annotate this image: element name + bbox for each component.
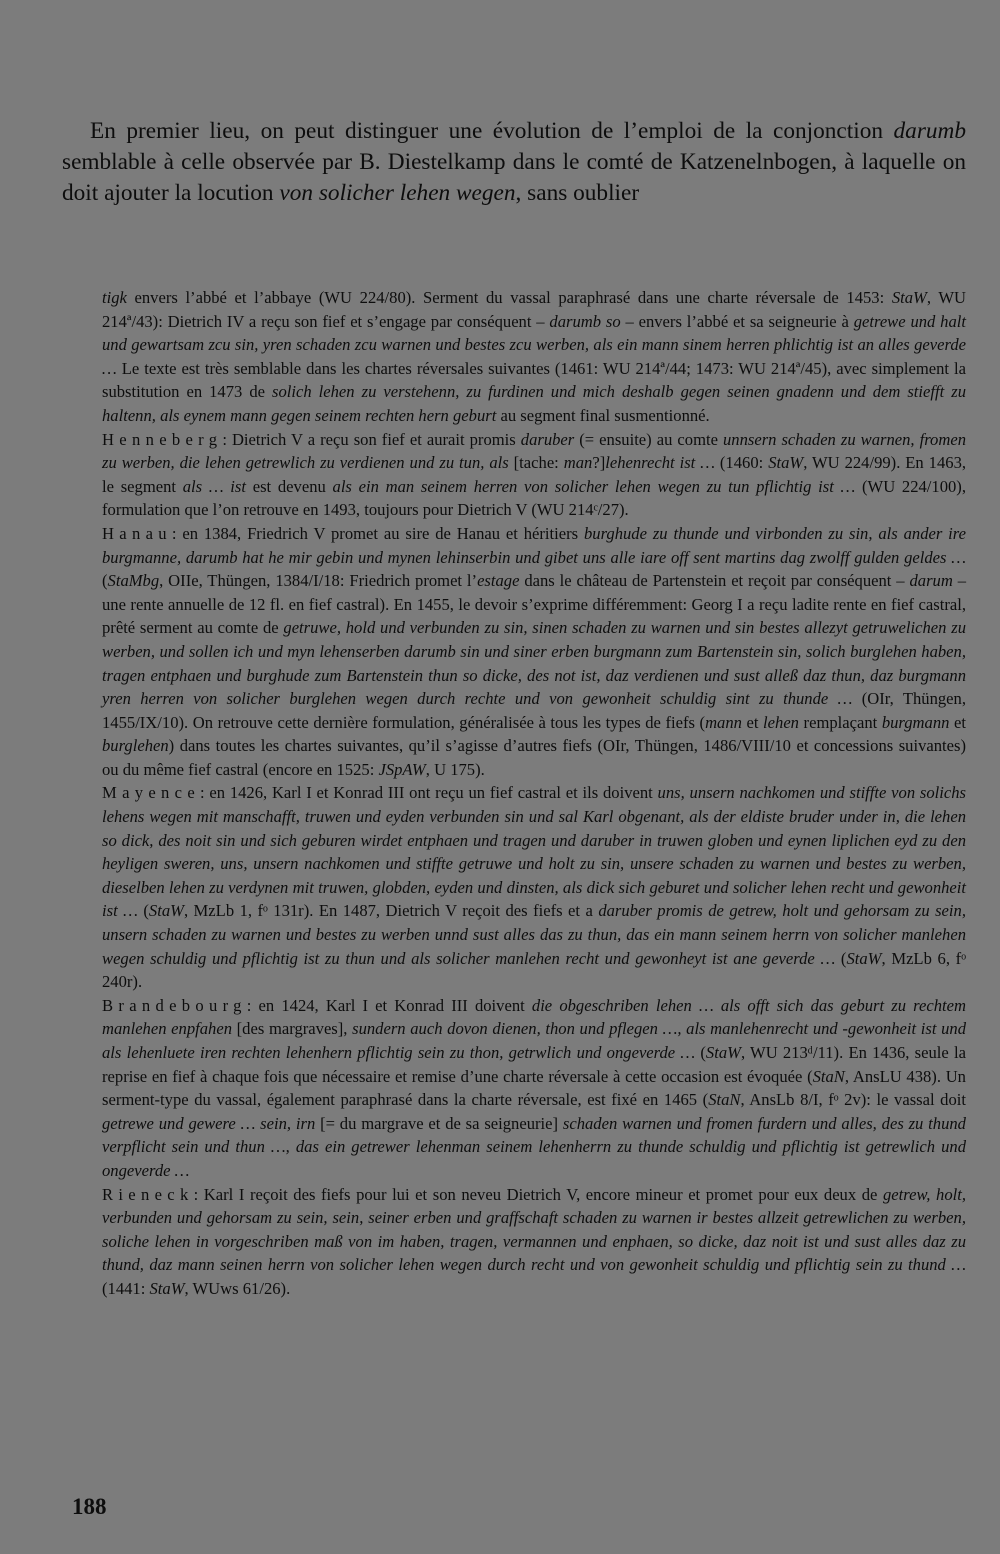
text-run: ( (835, 948, 847, 968)
quoted-text: lehenrecht ist … (605, 453, 715, 473)
text-run: (1460: (714, 453, 769, 473)
quoted-text: JSpAW (378, 759, 426, 779)
text-run: Le texte est très semblable dans les chartes réversales suivantes (1461: WU 214ª/44; 1473: WU 214ª/45), avec simplement la substitution en 1473 de (102, 358, 966, 402)
text-run: est devenu (245, 476, 333, 496)
text-run: : en 1384, Friedrich V promet au sire de Hanau et héritiers (171, 523, 584, 543)
quoted-text: StaN (708, 1090, 741, 1110)
quoted-text: burgmann (881, 712, 950, 732)
quoted-text: StaN (812, 1066, 845, 1086)
text-run: , AnsLb 8/I, fᵒ 2v): le vassal doit (740, 1090, 966, 1110)
text-run: et (741, 712, 764, 732)
quoted-text: tigk (102, 288, 127, 307)
place-name: Hanau (102, 523, 172, 543)
quoted-text: solich lehen zu verstehenn, zu furdinen und mich deshalb gegen seinen gnadenn und dem stiefft zu haltenn, als eynem mann gegen seinem rechten hern geburt (102, 382, 966, 425)
footnote-paragraph-rieneck (102, 1183, 966, 1301)
quoted-text: StaW (891, 288, 927, 307)
quoted-text: burghude zu thunde und virbonden zu sin, als ander ire burgmanne, darumb hat he mir gebin und mynen lehinserbin und gibet uns alle iare off sent martins dag zwolff gulden geldes … (102, 523, 966, 567)
quoted-text: getrewe und halt und gewartsam zcu sin, yren schaden zcu warnen und bestes zcu werben, als ein mann sinem herren phlichtig ist an alles geverde … (102, 311, 966, 378)
quoted-text: StaW (149, 1278, 185, 1298)
text-run: : en 1424, Karl I et Konrad III doivent (246, 995, 532, 1015)
text-run: En premier lieu, on peut distinguer une évolution de l’emploi de la conjonction (90, 118, 894, 144)
quoted-text: unnsern schaden zu warnen, fromen zu werben, die lehen getrewlich zu verdienen und zu tun, als (102, 429, 967, 473)
quoted-text: daruber promis de getrew, holt und gehorsam zu sein, unsern schaden zu warnen und bestes zu werben unnd sust alles das zu thun, das ein mann seinem herrn von solicher manlehen wegen schuldig und pflichtig ist zu thun und als solicher manlehen recht und gewonheyt ist ane geverde … (102, 901, 966, 968)
main-paragraph-text (62, 116, 966, 209)
text-run: ( (695, 1043, 706, 1062)
text-run: au segment final susmentionné. (496, 405, 710, 425)
place-name: Rieneck (102, 1184, 194, 1204)
quoted-text: darum (909, 571, 953, 591)
text-run: envers l’abbé et l’abbaye (WU 224/80). Serment du vassal paraphrasé dans une charte réversale de 1453: (126, 288, 892, 307)
text-run: , OIIe, Thüngen, 1384/I/18: Friedrich promet l’ (159, 571, 478, 591)
text-run: – une rente annuelle de 12 fl. en fief castral). En 1455, le devoir s’exprime différemment: Georg I a reçu ladite rente en fief castral, prêté serment au comte de (102, 571, 966, 638)
footnote-paragraph-brandebourg (102, 994, 966, 1183)
quoted-text: getrew, holt, verbunden und gehorsam zu sein, sein, seiner erben und graffschaft schaden zu warnen ir bestes allzeit getrewlichen zu werben, soliche lehen in vorgeschriben maß von im haben, tragen, vermannen und enphaen, so dicke, daz noit ist und sust alles daz zu thund, daz mann seinen herrn von solicher lehen wegen durch recht und von gewonheit schuldig und pflichtig sein zu thund … (102, 1184, 966, 1275)
text-run: , WU 213ᵈ/11). En 1436, seule la reprise en fief à chaque fois que nécessaire et remise d’une charte réversale à cette occasion est évoquée ( (102, 1043, 966, 1086)
text-run: (WU 224/100), formulation que l’on retrouve en 1493, toujours pour Dietrich V (WU 214ᶜ/27). (102, 476, 966, 520)
text-run: ?] (592, 453, 606, 473)
text-run: dans le château de Partenstein et reçoit par conséquent – (519, 571, 910, 591)
text-run: (1441: (102, 1278, 150, 1298)
text-run: , U 175). (425, 759, 485, 779)
quoted-text: getruwe, hold und verbunden zu sin, sinen schaden zu warnen und sin bestes allezyt getruwelichen zu werben, und sollen ich und myn lehenserben darumb sin und siner erben burgmann zum Bartenstein sin, solich burglehen haben, tragen entphaen und burghude zum Bartenstein thun so dicke, des not ist, daz verdienen und sust alleß daz thun, daz burgmann yren herren von solicher burglehen wegen durch rechte und von gewonheit schuldig sint zu thunde … (102, 618, 966, 709)
text-run: [= du margrave et de sa seigneurie] (315, 1113, 563, 1133)
text-run: [des margraves], (232, 1019, 353, 1039)
quoted-text: StaW (846, 948, 882, 968)
quoted-text: darumb so (549, 311, 621, 331)
quoted-text: daruber (520, 429, 575, 449)
text-run: ( (137, 901, 149, 921)
quoted-text: sundern auch dovon dienen, thon und pflegen …, als manlehenrecht und -gewonheit ist und als lehenluete iren rechten lehenhern pflichtig sein zu thon, getrwlich und ongeverde … (102, 1019, 966, 1062)
text-run: , WU 214ª/43): Dietrich IV a reçu son fief et s’engage par conséquent – (102, 288, 966, 331)
quoted-text: StaMbg (107, 571, 160, 591)
quoted-text: von solicher lehen wegen (279, 180, 516, 206)
text-run: : Karl I reçoit des fiefs pour lui et son neveu Dietrich V, encore mineur et promet pour eux deux de (193, 1184, 883, 1204)
quoted-text: darumb (893, 118, 966, 144)
quoted-text: schaden warnen und fromen furdern und alles, des zu thund verpflicht sein und thun …, das ein getrewer lehenman seinem lehenherrn zu thunde schuldig und pflichtig ist getrewlich und ongeverde … (102, 1113, 966, 1180)
place-name: Brandebourg (102, 995, 247, 1015)
quoted-text: uns, unsern nachkomen und stiffte von solichs lehens wegen mit manschafft, truwen und eyden verbunden sin und sal Karl obgenant, als der eldiste bruder under in, die lehen so dick, des noit sin und sich geburen wirdet entphaen und tragen und daruber in truwen globen und eynen liplichen eyd zu den heyligen sweren, uns, unsern nachkomen und stiffte getruwe und holt zu sin, unsere schaden zu warnen und bestes zu werben, dieselben lehen zu verdynen mit truwen, globden, eyden und dinsten, als dick sich geburet und solicher lehen recht und gewonheit ist … (102, 783, 966, 921)
quoted-text: als ein man seinem herren von solicher lehen wegen zu tun pflichtig ist … (332, 476, 856, 496)
text-run: [tache: (508, 453, 564, 473)
footnote (102, 286, 966, 1301)
text-run: , MzLb 6, fᵒ 240r). (102, 948, 966, 992)
text-run: – envers l’abbé et sa seigneurie à (620, 311, 854, 331)
page-number: 188 (72, 1494, 107, 1519)
text-run: : Dietrich V a reçu son fief et aurait promis (222, 429, 521, 449)
quoted-text: mann (705, 712, 742, 732)
quoted-text: StaW (705, 1043, 741, 1062)
quoted-text: StaW (768, 453, 804, 473)
quoted-text: burglehen (102, 736, 169, 756)
text-run: : en 1426, Karl I et Konrad III ont reçu un fief castral et ils doivent (200, 783, 658, 803)
place-name: Henneberg (102, 429, 223, 449)
footnote-paragraph-hanau (102, 522, 966, 782)
text-run: remplaçant (798, 712, 882, 732)
main-paragraph (62, 116, 966, 209)
place-name: Mayence (102, 783, 200, 803)
text-run: , WU 224/99). En 1463, le segment (102, 453, 967, 496)
text-run: , WUws 61/26). (184, 1278, 291, 1298)
text-run: (= ensuite) au comte (574, 429, 723, 449)
text-run: ( (102, 571, 108, 591)
text-run: ) dans toutes les chartes suivantes, qu’il s’agisse d’autres fiefs (OIr, Thüngen, 1486/VIII/10 et concessions suivantes) ou du même fief castral (encore en 1525: (102, 736, 966, 779)
text-run: semblable à celle observée par B. Diestelkamp dans le comté de Katzenelnbogen, à laquelle on doit ajouter la locution (62, 149, 966, 206)
quoted-text: man (563, 453, 593, 473)
quoted-text: StaW (148, 901, 184, 921)
text-run: et (949, 712, 966, 732)
quoted-text: die obgeschriben lehen … als offt sich das geburt zu rechtem manlehen enpfahen (102, 995, 966, 1039)
footnote-paragraph-intro (102, 286, 966, 428)
quoted-text: als … ist (182, 476, 246, 496)
quoted-text: getrewe und gewere … sein, irn (102, 1113, 316, 1133)
text-run: , AnsLU 438). Un serment-type du vassal, également paraphrasé dans la charte réversale, est fixé en 1465 ( (102, 1066, 966, 1110)
footnote-paragraph-mayence (102, 781, 966, 993)
text-run: , MzLb 1, fᵒ 131r). En 1487, Dietrich V reçoit des fiefs et a (183, 901, 599, 921)
quoted-text: estage (477, 571, 520, 591)
footnote-paragraph-henneberg (102, 428, 966, 522)
text-run: , sans oublier (515, 180, 640, 206)
text-run: (OIr, Thüngen, 1455/IX/10). On retrouve cette dernière formulation, généralisée à tous les types de fiefs ( (102, 689, 966, 732)
quoted-text: lehen (763, 712, 799, 732)
